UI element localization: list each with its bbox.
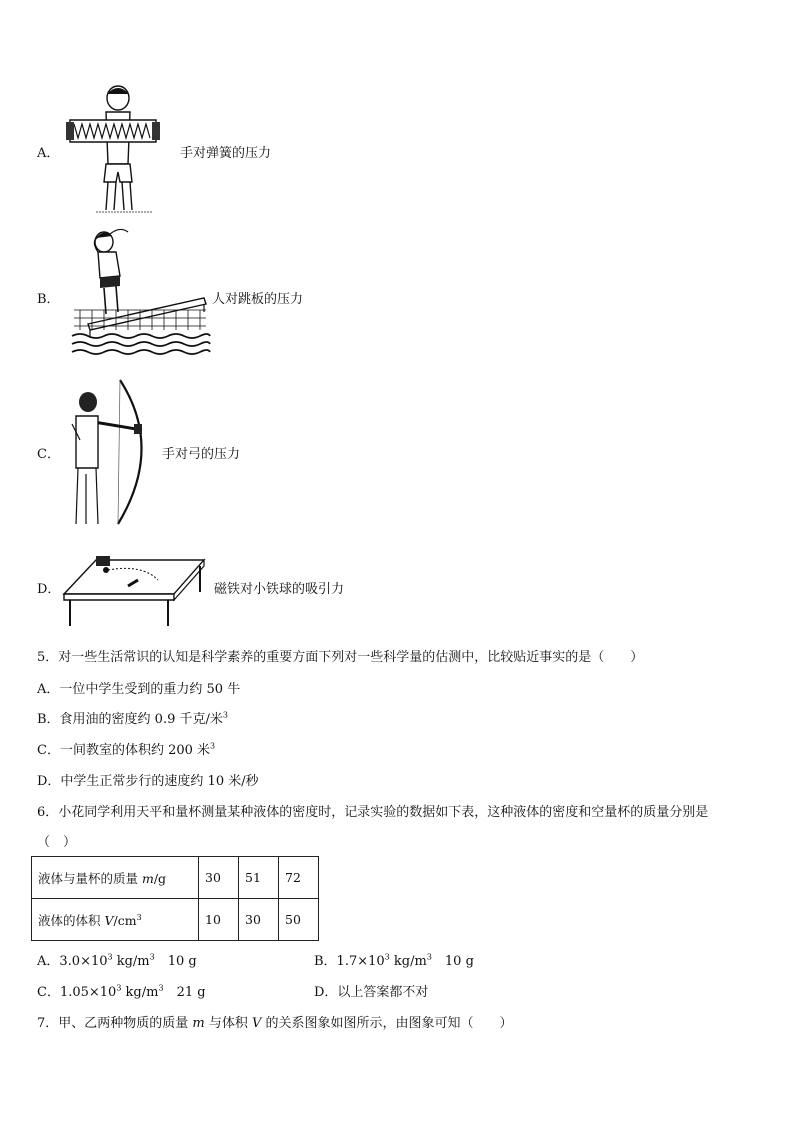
- q6-stem-line1: 6．小花同学利用天平和量杯测量某种液体的密度时，记录实验的数据如下表，这种液体的密度和空量杯的质量分别是: [37, 805, 709, 820]
- q5-option-c: C．一间教室的体积约 200 米$^3$: [37, 741, 216, 758]
- row2-label: 液体的体积 $V/cm^3$: [32, 899, 199, 941]
- q6-option-b: B．$1.7\times 10^3$ $kg/m^3$ 10 g: [314, 952, 474, 969]
- q6-option-d: D．以上答案都不对: [314, 985, 429, 1000]
- row2-value-3: 50: [279, 899, 319, 941]
- q6-data-table: [31, 856, 319, 941]
- table-row: [32, 857, 319, 899]
- option-c-letter: C．: [37, 447, 60, 462]
- row2-value-1: 10: [199, 899, 239, 941]
- option-d-letter: D．: [37, 582, 61, 597]
- option-b-letter: B．: [37, 292, 60, 307]
- q6-option-c: C．$1.05\times 10^3$ $kg/m^3$ 21 g: [37, 983, 206, 1000]
- spring-stretcher-illustration: [66, 84, 158, 216]
- option-d-caption: 磁铁对小铁球的吸引力: [214, 582, 345, 597]
- q5-option-a: A．一位中学生受到的重力约 50 牛: [37, 682, 241, 697]
- q5-stem: 5．对一些生活常识的认知是科学素养的重要方面下列对一些科学量的估测中，比较贴近事实的是（ ）: [37, 650, 644, 665]
- q5-option-b: B．食用油的密度约 0.9 千克/米$^3$: [37, 710, 228, 727]
- q7-stem: 7．甲、乙两种物质的质量 m 与体积 V 的关系图象如图所示，由图象可知（ ）: [37, 1016, 513, 1031]
- q6-stem-line2: （ ）: [37, 835, 77, 850]
- option-a-letter: A．: [37, 146, 60, 161]
- magnet-ball-table-illustration: [62, 552, 206, 628]
- option-a-caption: 手对弹簧的压力: [180, 146, 272, 161]
- row1-value-2: 51: [239, 857, 279, 899]
- table-row: [32, 899, 319, 941]
- q5-option-d: D．中学生正常步行的速度约 10 米/秒: [37, 774, 259, 789]
- option-c-caption: 手对弓的压力: [162, 447, 241, 462]
- row2-value-2: 30: [239, 899, 279, 941]
- row1-value-3: 72: [279, 857, 319, 899]
- q6-option-a: A．$3.0\times 10^3$ $kg/m^3$ 10 g: [37, 952, 197, 969]
- diving-board-illustration: [70, 226, 210, 360]
- archer-illustration: [68, 378, 154, 526]
- row1-label: 液体与量杯的质量 m/g: [32, 857, 199, 899]
- row1-value-1: 30: [199, 857, 239, 899]
- option-b-caption: 人对跳板的压力: [212, 292, 304, 307]
